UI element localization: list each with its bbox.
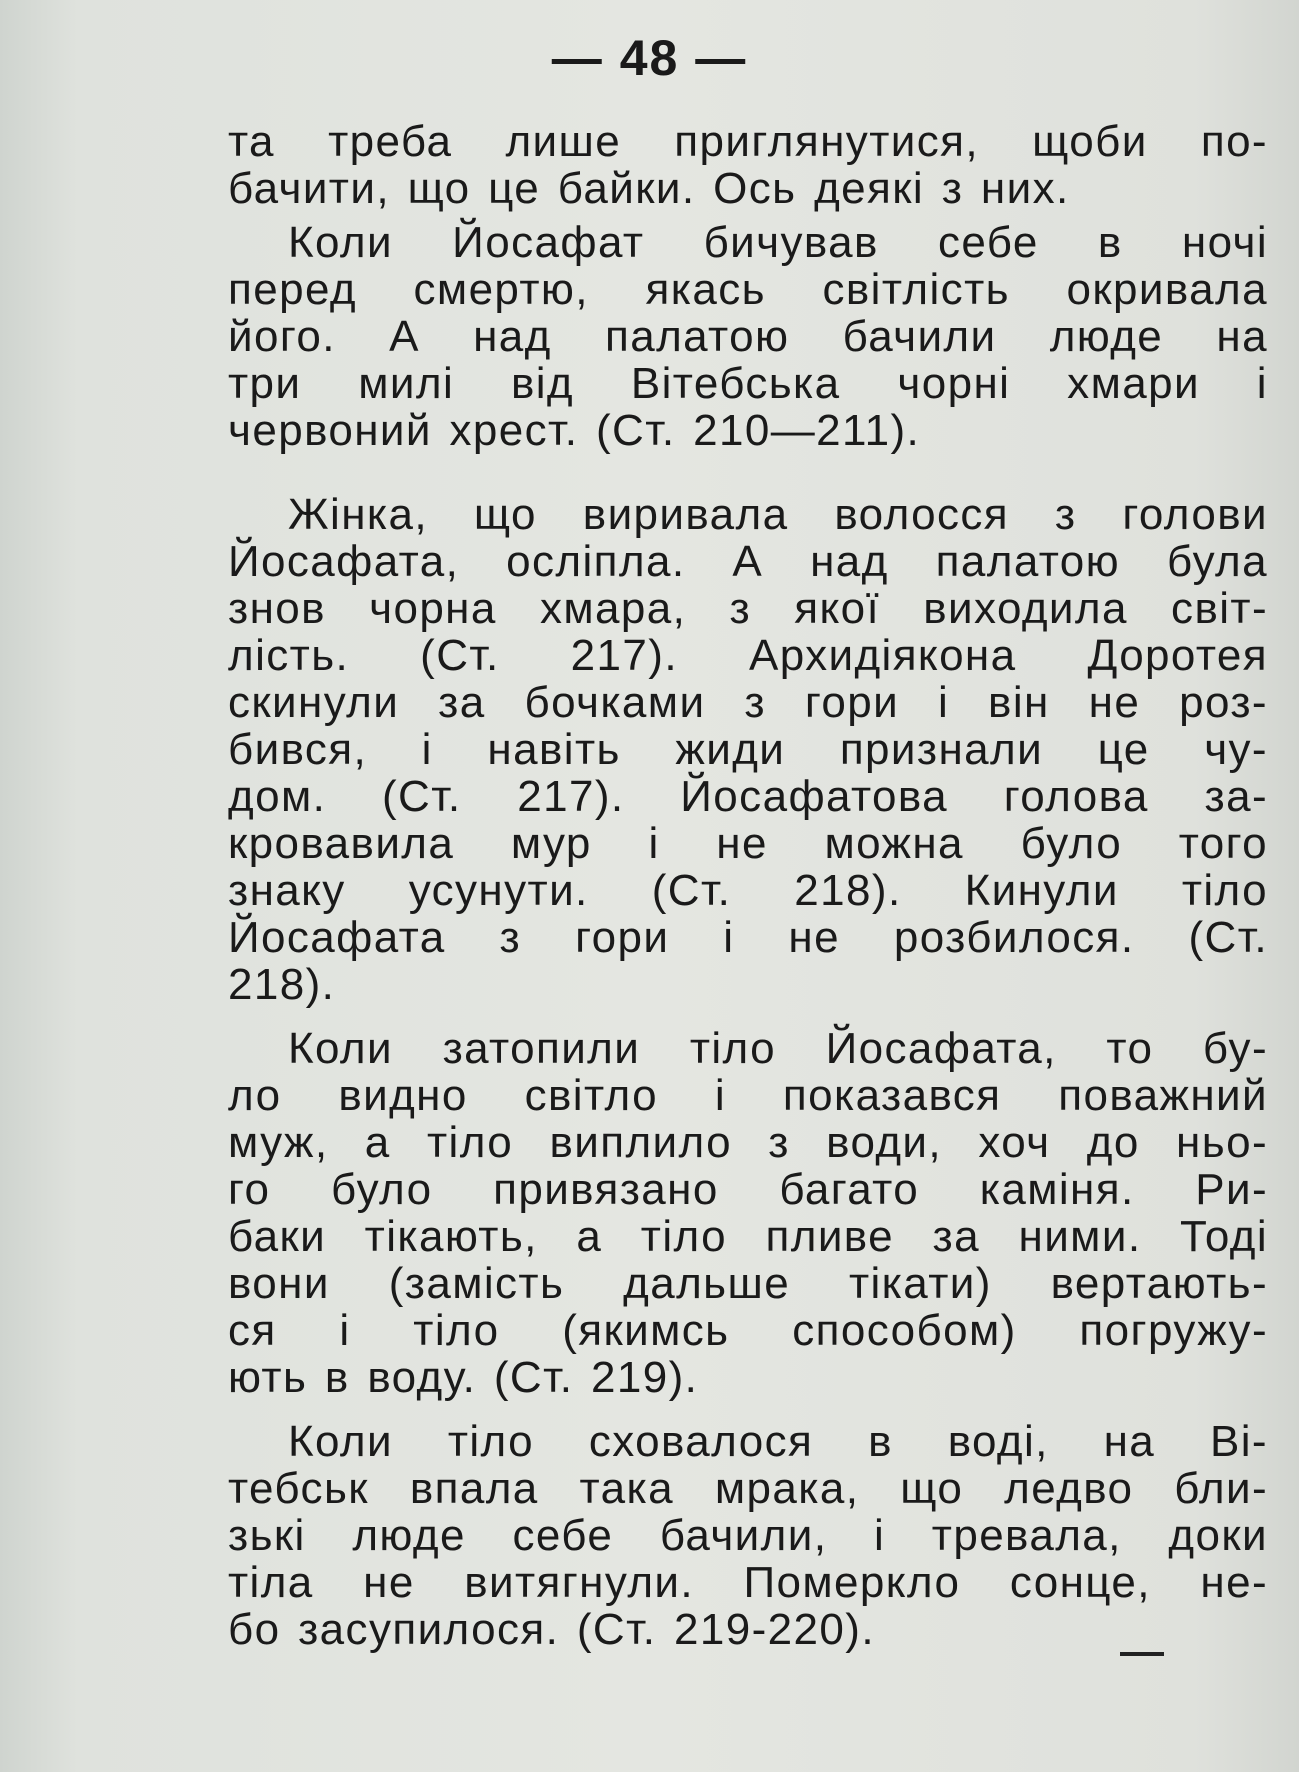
text-line: ють в воду. (Ст. 219). xyxy=(228,1353,699,1402)
text-line: Йосафата з гори і не розбилося. (Ст. xyxy=(228,913,1268,962)
paragraph-4 xyxy=(228,1025,1268,1401)
text-line: тебськ впала така мрака, що ледво бли- xyxy=(228,1464,1268,1513)
text-line: ся і тіло (якимсь способом) погружу- xyxy=(228,1306,1268,1355)
end-of-text-mark xyxy=(1120,1652,1164,1656)
text-line: знов чорна хмара, з якої виходила світ- xyxy=(228,584,1268,633)
text-line: кровавила мур і не можна було того xyxy=(228,819,1268,868)
text-line: бо засупилося. (Ст. 219-220). xyxy=(228,1605,875,1654)
text-line: Коли тіло сховалося в воді, на Ві- xyxy=(288,1417,1268,1466)
text-line: Жінка, що виривала волосся з голови xyxy=(288,490,1268,539)
paragraph-1 xyxy=(228,118,1268,212)
text-line: бився, і навіть жиди признали це чу- xyxy=(228,725,1268,774)
paragraph-3 xyxy=(228,491,1268,1008)
text-line: ло видно світло і показався поважний xyxy=(228,1071,1268,1120)
text-line: червоний хрест. (Ст. 210—211). xyxy=(228,406,921,455)
text-line: знаку усунути. (Ст. 218). Кинули тіло xyxy=(228,866,1268,915)
text-line: баки тікають, а тіло пливе за ними. Тоді xyxy=(228,1212,1268,1261)
text-line: зькі люде себе бачили, і тревала, доки xyxy=(228,1511,1268,1560)
text-line: муж, а тіло виплило з води, хоч до ньо- xyxy=(228,1118,1268,1167)
paragraph-5 xyxy=(228,1418,1268,1653)
text-line: вони (замість дальше тікати) вертають- xyxy=(228,1259,1268,1308)
text-line: скинули за бочками з гори і він не роз- xyxy=(228,678,1268,727)
text-line: та треба лише приглянутися, щоби по- xyxy=(228,117,1268,166)
text-line: дом. (Ст. 217). Йосафатова голова за- xyxy=(228,772,1268,821)
text-line: тіла не витягнули. Померкло сонце, не- xyxy=(228,1558,1268,1607)
text-line: перед смертю, якась світлість окривала xyxy=(228,265,1268,314)
text-line: бачити, що це байки. Ось деякі з них. xyxy=(228,164,1070,213)
text-line: лість. (Ст. 217). Архидіякона Доротея xyxy=(228,631,1268,680)
paragraph-2 xyxy=(228,219,1268,454)
text-line: го було привязано багато каміня. Ри- xyxy=(228,1165,1268,1214)
text-line: Йосафата, осліпла. А над палатою була xyxy=(228,537,1268,586)
text-line: його. А над палатою бачили люде на xyxy=(228,312,1268,361)
text-line: Коли Йосафат бичував себе в ночі xyxy=(288,218,1268,267)
text-line: три милі від Вітебська чорні хмари і xyxy=(228,359,1268,408)
page-number: — 48 — xyxy=(551,30,748,86)
text-line: 218). xyxy=(228,960,336,1009)
text-line: Коли затопили тіло Йосафата, то бу- xyxy=(288,1024,1268,1073)
